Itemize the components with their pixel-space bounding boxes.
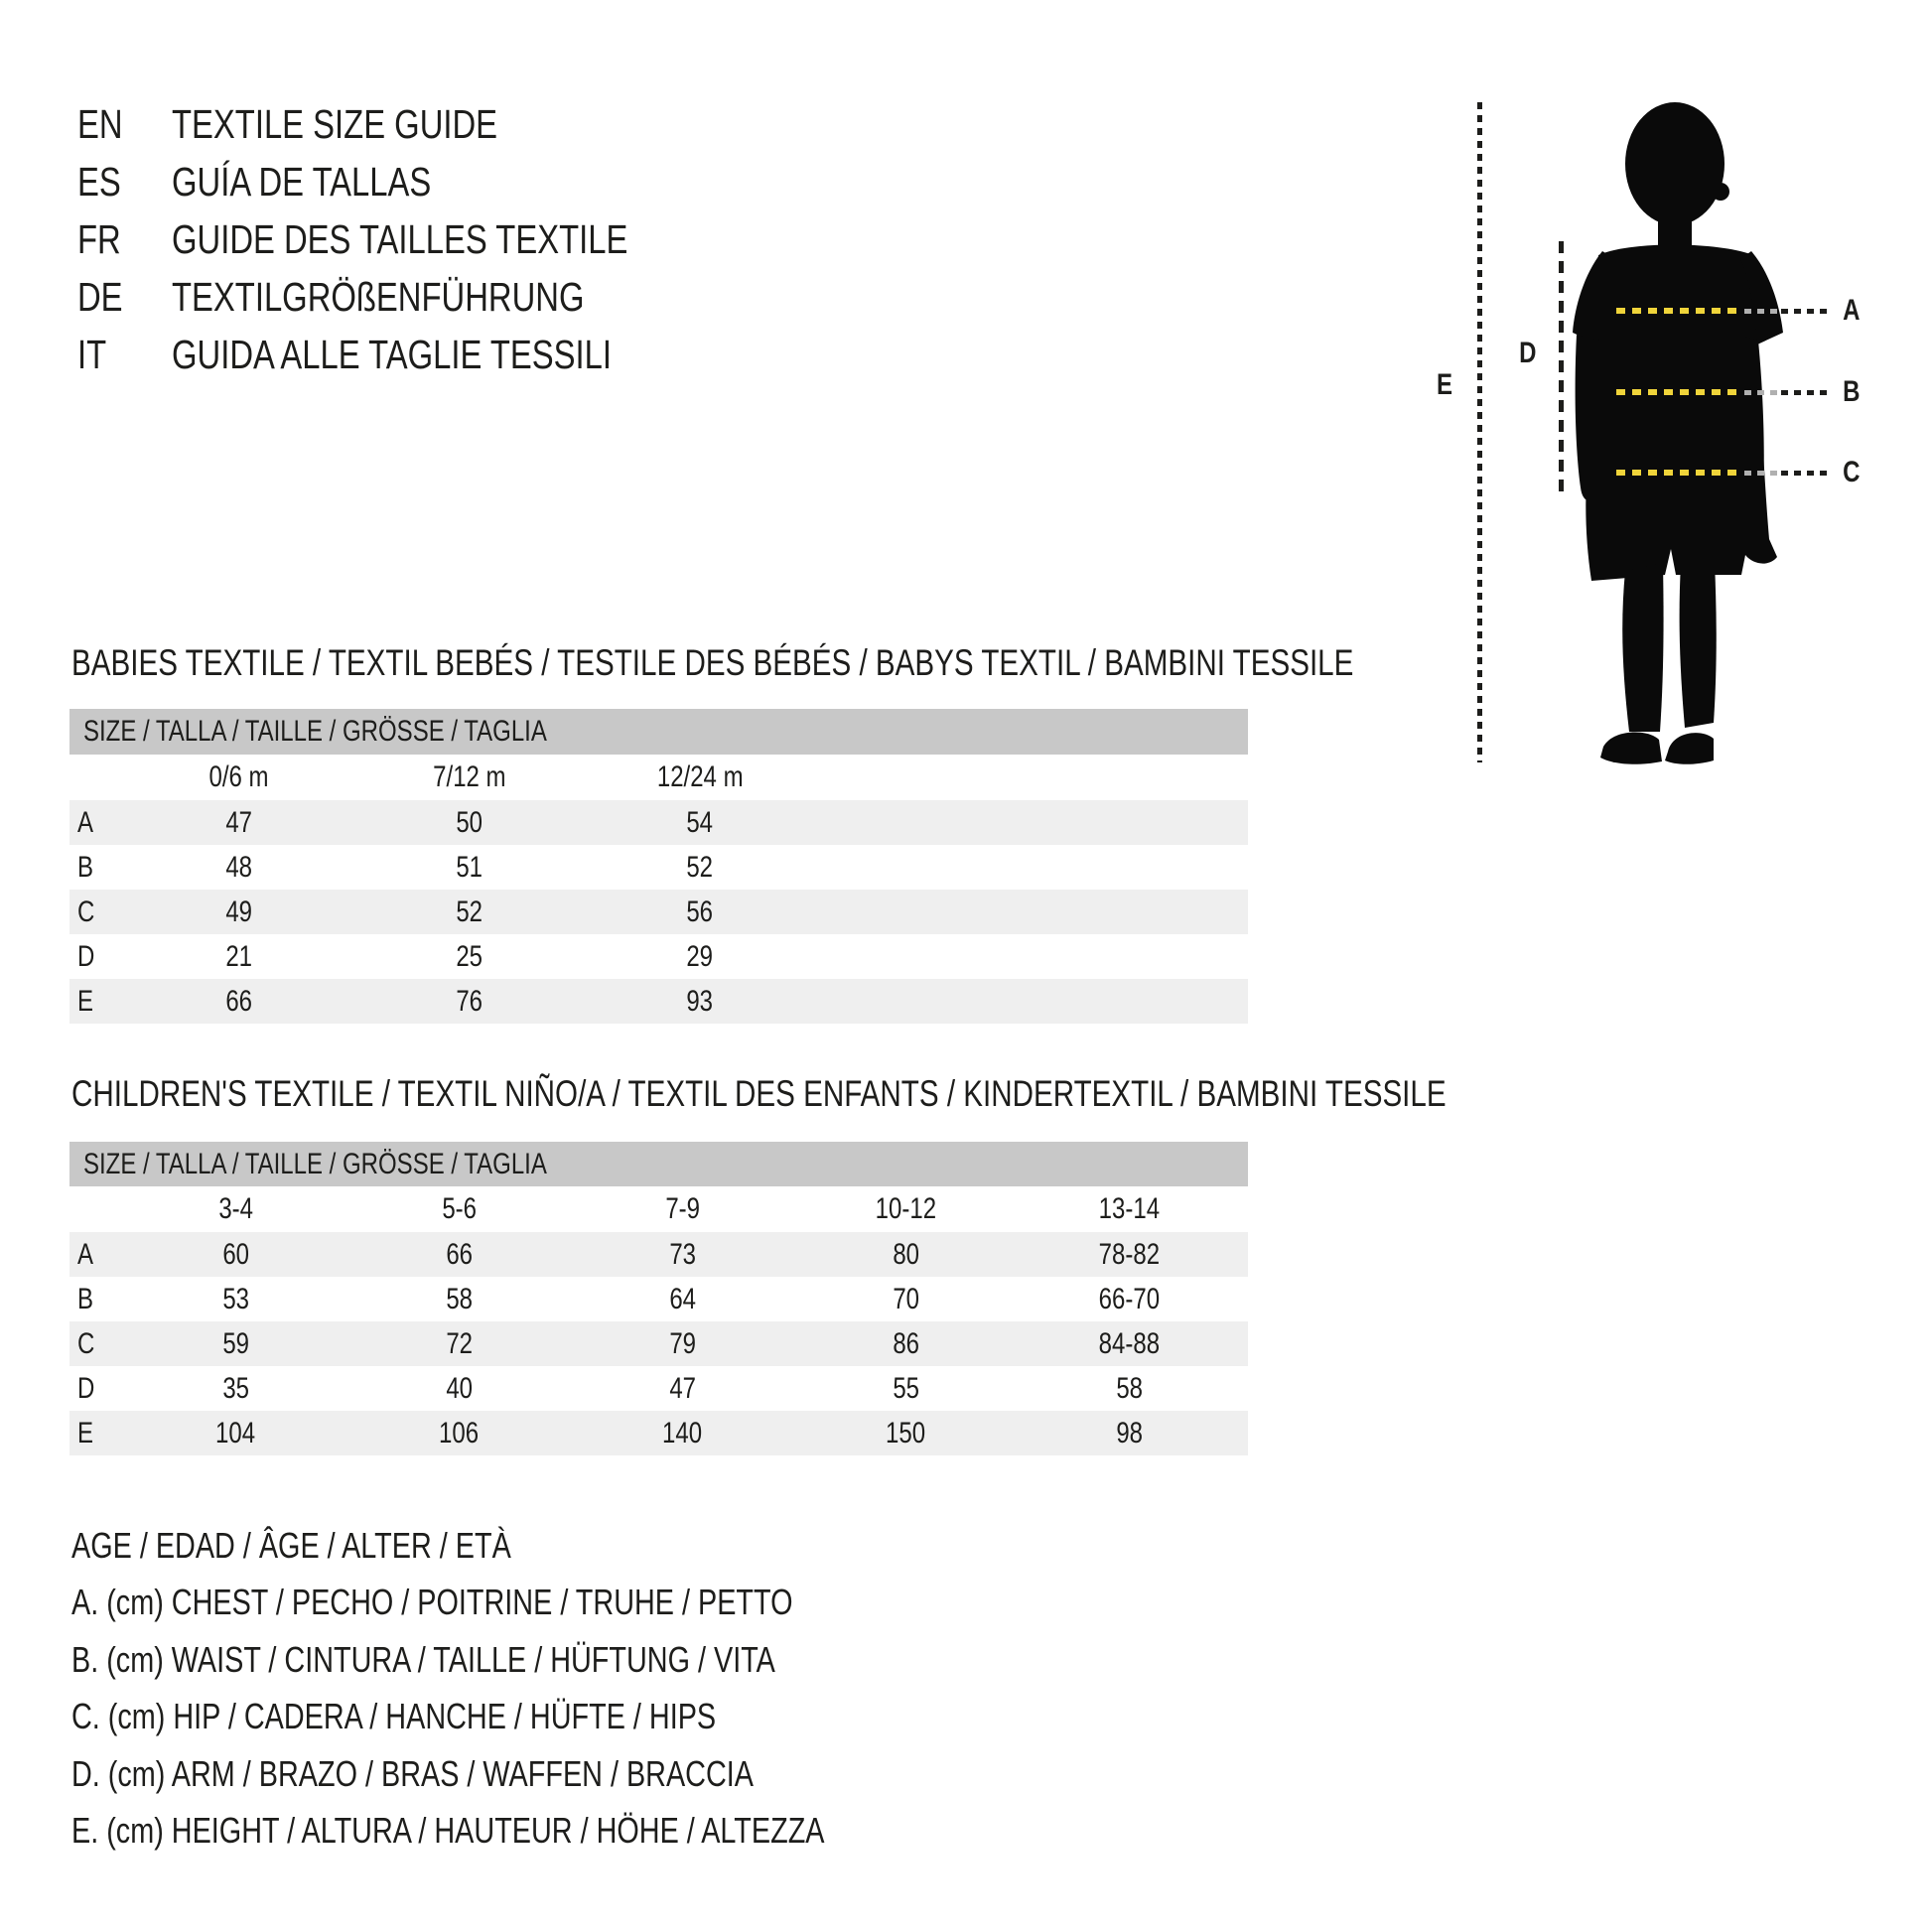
age-row-label: [69, 755, 124, 800]
label-e: E: [1436, 368, 1452, 401]
header-line-de: [0, 268, 894, 326]
children-row-b: [69, 1277, 1248, 1321]
legend-waist: B. (cm) WAIST / CINTURA / TAILLE / HÜFTUNG / VITA: [71, 1638, 775, 1680]
cell: 106: [439, 1416, 480, 1449]
babies-col-0: 0/6 m: [208, 760, 270, 793]
cell: 52: [686, 850, 714, 884]
cell: 59: [222, 1326, 249, 1360]
cell: 79: [669, 1326, 696, 1360]
lang-code: IT: [77, 331, 107, 377]
cell: 35: [222, 1371, 249, 1405]
babies-col-2: 12/24 m: [656, 760, 744, 793]
cell: 54: [686, 805, 714, 839]
cell: 98: [1116, 1416, 1143, 1449]
cell: 70: [893, 1282, 919, 1315]
legend-chest: A. (cm) CHEST / PECHO / POITRINE / TRUHE / PETTO: [71, 1582, 793, 1623]
row-label: B: [77, 1282, 94, 1315]
children-col-3: 10-12: [875, 1192, 937, 1225]
children-row-a: [69, 1232, 1248, 1277]
cell: 29: [686, 939, 714, 973]
row-label: A: [77, 1237, 94, 1271]
children-col-4: 13-14: [1098, 1192, 1161, 1225]
cell: 47: [669, 1371, 696, 1405]
cell: 73: [669, 1237, 696, 1271]
cell: 58: [446, 1282, 473, 1315]
hip-line-c-black: [1781, 471, 1829, 476]
babies-row-a: [69, 800, 1248, 845]
chest-line-a-black: [1781, 309, 1829, 314]
label-b: B: [1843, 375, 1861, 408]
label-c: C: [1843, 456, 1861, 488]
cell: 64: [669, 1282, 696, 1315]
babies-col-1: 7/12 m: [433, 760, 506, 793]
babies-row-d: [69, 934, 1248, 979]
arm-line-d: [1559, 241, 1564, 493]
children-age-row: [69, 1186, 1248, 1232]
cell: 25: [456, 939, 483, 973]
label-d: D: [1519, 337, 1537, 369]
babies-table-title: BABIES TEXTILE / TEXTIL BEBÉS / TESTILE DES BÉBÉS / BABYS TEXTIL / BAMBINI TESSILE: [71, 642, 1354, 683]
cell: 66-70: [1098, 1282, 1161, 1315]
cell: 80: [893, 1237, 919, 1271]
cell: 58: [1116, 1371, 1143, 1405]
cell: 72: [446, 1326, 473, 1360]
lang-title: GUIDE DES TAILLES TEXTILE: [172, 215, 628, 262]
cell: 48: [225, 850, 253, 884]
cell: 53: [222, 1282, 249, 1315]
header-line-it: [0, 326, 894, 383]
cell: 66: [225, 984, 253, 1018]
legend-height: E. (cm) HEIGHT / ALTURA / HAUTEUR / HÖHE / ALTEZZA: [71, 1810, 825, 1852]
cell: 93: [686, 984, 714, 1018]
cell: 78-82: [1098, 1237, 1161, 1271]
cell: 150: [886, 1416, 926, 1449]
hip-line-c-faded: [1744, 471, 1778, 476]
chest-line-a-yellow: [1616, 308, 1741, 314]
legend-arm: D. (cm) ARM / BRAZO / BRAS / WAFFEN / BRACCIA: [71, 1752, 754, 1794]
row-label: B: [77, 850, 94, 884]
children-col-2: 7-9: [665, 1192, 700, 1225]
row-label: E: [77, 984, 94, 1018]
legend-hip: C. (cm) HIP / CADERA / HANCHE / HÜFTE / HIPS: [71, 1696, 717, 1737]
lang-code: ES: [77, 158, 121, 205]
babies-row-e: [69, 979, 1248, 1024]
cell: 56: [686, 895, 714, 928]
children-size-header-bar: SIZE / TALLA / TAILLE / GRÖSSE / TAGLIA: [69, 1142, 1248, 1186]
children-table-title: CHILDREN'S TEXTILE / TEXTIL NIÑO/A / TEXTIL DES ENFANTS / KINDERTEXTIL / BAMBINI TESSILE: [71, 1073, 1447, 1114]
lang-code: DE: [77, 273, 123, 320]
children-col-0: 3-4: [218, 1192, 253, 1225]
lang-title: GUÍA DE TALLAS: [172, 158, 432, 205]
language-header: [0, 95, 894, 383]
cell: 49: [225, 895, 253, 928]
row-label: E: [77, 1416, 94, 1449]
babies-row-b: [69, 845, 1248, 890]
cell: 40: [446, 1371, 473, 1405]
children-row-e: [69, 1411, 1248, 1455]
cell: 60: [222, 1237, 249, 1271]
children-col-1: 5-6: [442, 1192, 477, 1225]
header-line-es: [0, 153, 894, 210]
children-row-d: [69, 1366, 1248, 1411]
cell: 55: [893, 1371, 919, 1405]
babies-row-c: [69, 890, 1248, 934]
hip-line-c-yellow: [1616, 470, 1741, 476]
age-row-label: [69, 1186, 124, 1232]
cell: 140: [662, 1416, 703, 1449]
row-label: C: [77, 895, 95, 928]
lang-title: TEXTILE SIZE GUIDE: [172, 100, 498, 147]
measurement-legend: [71, 1517, 1164, 1860]
children-row-c: [69, 1321, 1248, 1366]
cell: 84-88: [1098, 1326, 1161, 1360]
cell: 47: [225, 805, 253, 839]
babies-age-row: [69, 755, 1248, 800]
chest-line-a-faded: [1744, 309, 1778, 314]
row-label: D: [77, 1371, 95, 1405]
cell: 51: [456, 850, 483, 884]
lang-code: FR: [77, 215, 121, 262]
row-label: A: [77, 805, 94, 839]
cell: 104: [215, 1416, 256, 1449]
cell: 52: [456, 895, 483, 928]
waist-line-b-faded: [1744, 390, 1778, 395]
cell: 21: [225, 939, 253, 973]
row-label: D: [77, 939, 95, 973]
row-label: C: [77, 1326, 95, 1360]
waist-line-b-yellow: [1616, 389, 1741, 395]
header-line-fr: [0, 210, 894, 268]
cell: 50: [456, 805, 483, 839]
waist-line-b-black: [1781, 390, 1829, 395]
label-a: A: [1843, 294, 1861, 327]
lang-title: TEXTILGRÖßENFÜHRUNG: [172, 273, 585, 320]
lang-code: EN: [77, 100, 123, 147]
cell: 86: [893, 1326, 919, 1360]
cell: 66: [446, 1237, 473, 1271]
header-line-en: [0, 95, 894, 153]
legend-age: AGE / EDAD / ÂGE / ALTER / ETÀ: [71, 1524, 511, 1566]
babies-size-header-bar: SIZE / TALLA / TAILLE / GRÖSSE / TAGLIA: [69, 709, 1248, 755]
cell: 76: [456, 984, 483, 1018]
lang-title: GUIDA ALLE TAGLIE TESSILI: [172, 331, 613, 377]
